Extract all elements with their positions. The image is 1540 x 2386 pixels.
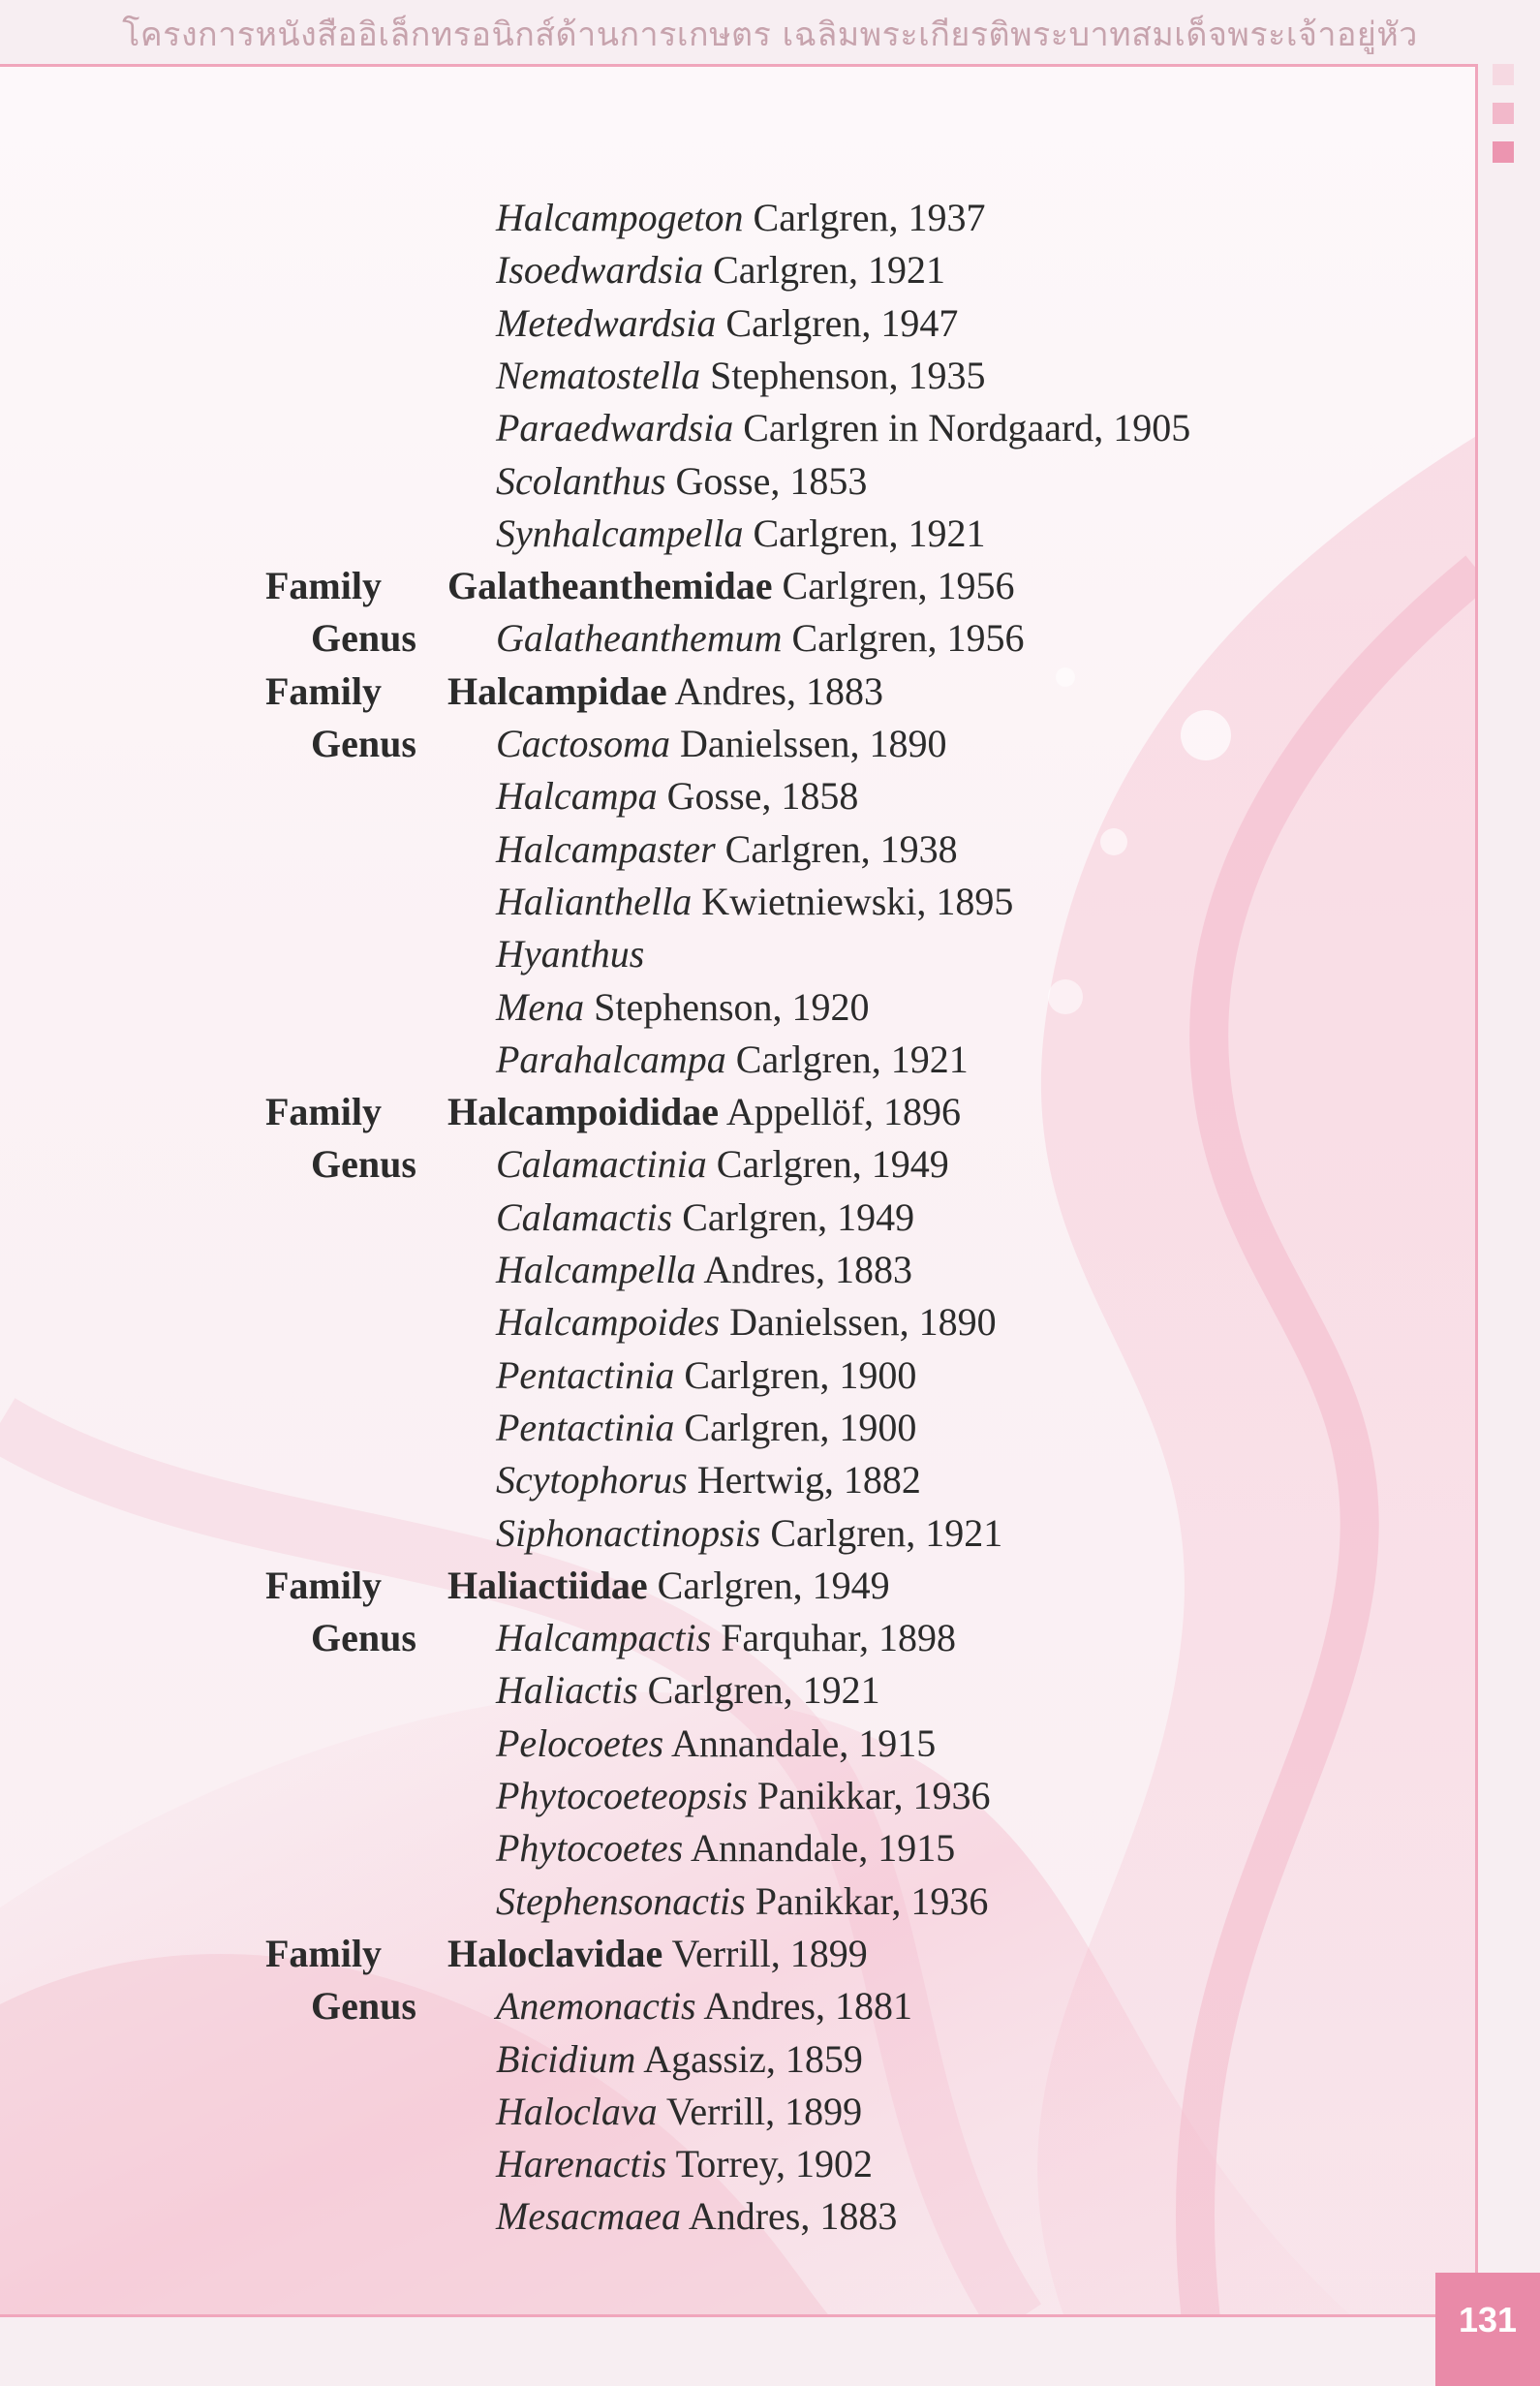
genus-name: Haloclava: [496, 2090, 658, 2133]
genus-name: Stephensonactis: [496, 1879, 746, 1923]
rank-label-genus: Genus: [311, 616, 416, 660]
genus-entry: [496, 297, 958, 350]
taxon-authority: Andres, 1883: [688, 2194, 898, 2238]
genus-entry: [496, 1980, 912, 2032]
genus-name: Siphonactinopsis: [496, 1511, 761, 1555]
family-name: Galatheanthemidae: [447, 564, 773, 607]
genus-name: Paraedwardsia: [496, 406, 734, 449]
taxon-authority: Hertwig, 1882: [696, 1458, 921, 1502]
genus-name: Scolanthus: [496, 459, 666, 503]
taxon-authority: Appellöf, 1896: [725, 1090, 962, 1133]
taxon-authority: Carlgren, 1921: [770, 1511, 1003, 1555]
genus-entry: [496, 1034, 969, 1086]
taxon-authority: Panikkar, 1936: [755, 1879, 989, 1923]
genus-entry: [496, 2138, 873, 2190]
genus-entry: [496, 2190, 897, 2243]
taxon-authority: Stephenson, 1935: [710, 354, 986, 397]
genus-name: Mena: [496, 985, 585, 1029]
genus-entry: [496, 1402, 916, 1454]
taxon-authority: Carlgren in Nordgaard, 1905: [743, 406, 1191, 449]
genus-name: Haliactis: [496, 1668, 638, 1712]
genus-entry: [496, 718, 947, 770]
genus-entry: [496, 2086, 862, 2138]
genus-entry: [496, 876, 1013, 928]
genus-name: Phytocoeteopsis: [496, 1774, 748, 1817]
taxon-authority: Carlgren, 1949: [657, 1564, 890, 1607]
rank-label-family: Family: [265, 669, 382, 713]
taxon-authority: Carlgren, 1921: [753, 511, 986, 555]
genus-entry: [496, 1454, 921, 1506]
rank-label-family: Family: [265, 564, 382, 607]
genus-entry: [496, 2033, 863, 2086]
genus-entry: [496, 1612, 956, 1664]
genus-name: Calamactinia: [496, 1142, 707, 1186]
genus-name: Halianthella: [496, 880, 693, 923]
genus-name: Calamactis: [496, 1195, 673, 1239]
genus-entry: [496, 1770, 991, 1822]
genus-name: Harenactis: [496, 2142, 667, 2185]
genus-name: Halcampella: [496, 1248, 696, 1291]
taxon-authority: Farquhar, 1898: [721, 1616, 956, 1659]
family-entry: [447, 560, 1015, 612]
family-entry: [447, 1086, 961, 1138]
genus-entry: [496, 770, 858, 822]
genus-entry: [496, 1296, 997, 1348]
genus-entry: [496, 612, 1024, 665]
genus-name: Galatheanthemum: [496, 616, 783, 660]
taxon-authority: Carlgren, 1938: [724, 827, 958, 871]
genus-name: Parahalcampa: [496, 1038, 726, 1081]
taxon-authority: Annandale, 1915: [671, 1721, 937, 1765]
rank-label-genus: Genus: [311, 1142, 416, 1186]
genus-name: Metedwardsia: [496, 301, 717, 345]
genus-name: Mesacmaea: [496, 2194, 682, 2238]
genus-entry: [496, 1192, 914, 1244]
taxon-authority: Carlgren, 1956: [791, 616, 1025, 660]
family-name: Halcampoididae: [447, 1090, 720, 1133]
family-entry: [447, 1560, 890, 1612]
genus-entry: [496, 244, 945, 296]
family-entry: [447, 666, 883, 718]
genus-name: Anemonactis: [496, 1984, 696, 2028]
genus-entry: [496, 508, 985, 560]
genus-name: Halcampa: [496, 774, 658, 818]
genus-entry: [496, 350, 986, 402]
family-name: Haloclavidae: [447, 1932, 663, 1975]
page-number: 131: [1458, 2300, 1518, 2340]
taxon-authority: Danielssen, 1890: [729, 1300, 997, 1344]
taxon-authority: Torrey, 1902: [675, 2142, 873, 2185]
taxon-authority: Verrill, 1899: [671, 1932, 868, 1975]
genus-name: Bicidium: [496, 2037, 636, 2081]
rank-label-family: Family: [265, 1564, 382, 1607]
taxon-authority: Carlgren, 1921: [735, 1038, 969, 1081]
genus-entry: [496, 455, 867, 508]
taxon-authority: Agassiz, 1859: [643, 2037, 863, 2081]
genus-entry: [496, 1244, 912, 1296]
genus-entry: [496, 1507, 1002, 1560]
genus-name: Halcampogeton: [496, 196, 744, 239]
genus-name: Hyanthus: [496, 932, 645, 976]
genus-entry: [496, 928, 644, 980]
family-name: Haliactiidae: [447, 1564, 648, 1607]
rank-label-family: Family: [265, 1932, 382, 1975]
rank-label-genus: Genus: [311, 1984, 416, 2028]
taxon-authority: Carlgren, 1949: [682, 1195, 915, 1239]
family-entry: [447, 1928, 868, 1980]
taxon-authority: Carlgren, 1947: [725, 301, 959, 345]
genus-entry: [496, 192, 985, 244]
taxon-authority: Gosse, 1853: [675, 459, 868, 503]
genus-entry: [496, 1718, 936, 1770]
genus-name: Halcampaster: [496, 827, 716, 871]
genus-name: Nematostella: [496, 354, 701, 397]
rank-label-family: Family: [265, 1090, 382, 1133]
genus-name: Cactosoma: [496, 722, 670, 765]
taxon-authority: Carlgren, 1900: [684, 1353, 917, 1397]
taxon-authority: Carlgren, 1900: [684, 1406, 917, 1449]
genus-entry: [496, 1138, 949, 1191]
genus-name: Scytophorus: [496, 1458, 688, 1502]
genus-entry: [496, 402, 1190, 454]
genus-entry: [496, 1875, 988, 1928]
genus-entry: [496, 823, 958, 876]
genus-entry: [496, 981, 870, 1034]
taxon-authority: Andres, 1883: [674, 669, 883, 713]
family-name: Halcampidae: [447, 669, 667, 713]
genus-name: Phytocoetes: [496, 1826, 684, 1870]
taxon-authority: Stephenson, 1920: [594, 985, 870, 1029]
taxon-authority: Carlgren, 1949: [716, 1142, 949, 1186]
page-number-tab: [1435, 2273, 1540, 2386]
taxon-authority: Carlgren, 1921: [647, 1668, 880, 1712]
taxon-authority: Carlgren, 1921: [713, 248, 946, 292]
genus-name: Synhalcampella: [496, 511, 744, 555]
genus-entry: [496, 1664, 880, 1717]
genus-name: Halcampoides: [496, 1300, 721, 1344]
genus-entry: [496, 1822, 955, 1875]
page-header-title: โครงการหนังสืออิเล็กทรอนิกส์ด้านการเกษตร เฉลิมพระเกียรติพระบาทสมเด็จพระเจ้าอยู่หัว: [122, 15, 1418, 54]
genus-name: Pentactinia: [496, 1406, 675, 1449]
taxon-authority: Danielssen, 1890: [680, 722, 947, 765]
taxon-authority: Carlgren, 1956: [782, 564, 1015, 607]
genus-name: Pentactinia: [496, 1353, 675, 1397]
genus-name: Isoedwardsia: [496, 248, 704, 292]
genus-name: Halcampactis: [496, 1616, 712, 1659]
rank-label-genus: Genus: [311, 1616, 416, 1659]
taxon-authority: Annandale, 1915: [691, 1826, 956, 1870]
genus-entry: [496, 1349, 916, 1402]
taxon-authority: Kwietniewski, 1895: [701, 880, 1014, 923]
genus-name: Pelocoetes: [496, 1721, 664, 1765]
taxon-authority: Carlgren, 1937: [753, 196, 986, 239]
taxon-authority: Panikkar, 1936: [756, 1774, 991, 1817]
taxon-authority: Andres, 1881: [703, 1984, 912, 2028]
rank-label-genus: Genus: [311, 722, 416, 765]
taxon-authority: Andres, 1883: [703, 1248, 912, 1291]
taxon-authority: Gosse, 1858: [666, 774, 859, 818]
taxon-authority: Verrill, 1899: [665, 2090, 863, 2133]
